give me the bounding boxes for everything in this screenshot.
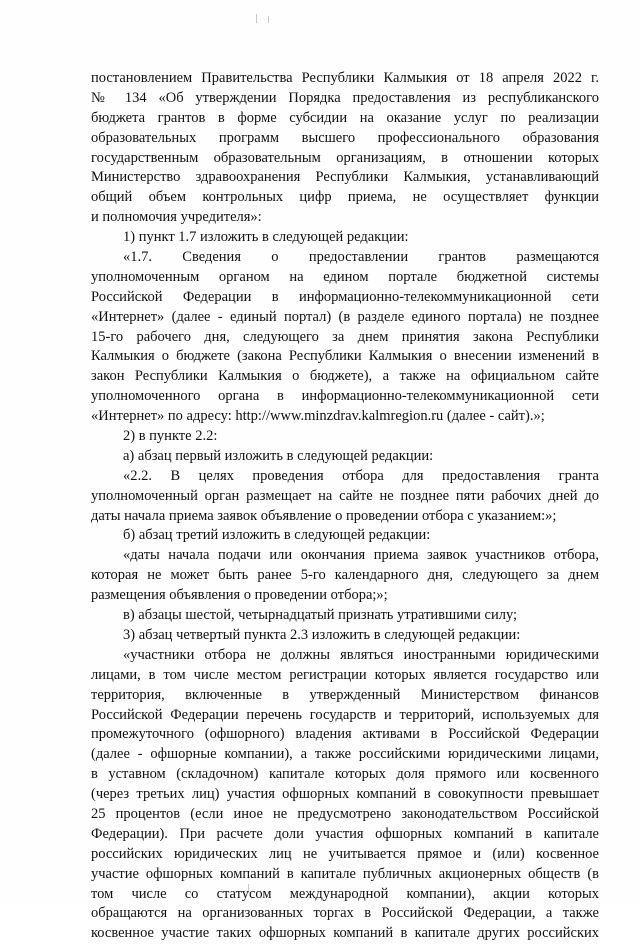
text-line: уполномоченного органа в информационно-телекоммуникационной сети <box>91 388 599 405</box>
text-line: 3) абзац четвертый пункта 2.3 изложить в следующей редакции: <box>123 626 521 643</box>
text-line: 15-го рабочего дня, следующего за днем принятия закона Республики <box>91 328 599 345</box>
text-line: бюджета грантов в форме субсидии на оказание услуг по реализации <box>91 109 599 126</box>
scan-mark <box>256 14 257 23</box>
text-line: 25 процентов (если иное не предусмотрено законодательством Российской <box>91 805 599 822</box>
text-line: и полномочия учредителя»: <box>91 209 262 226</box>
text-line: участие офшорных компаний в капитале публичных акционерных обществ (в <box>91 865 599 882</box>
text-line: Российской Федерации в информационно-телекоммуникационной сети <box>91 288 599 305</box>
text-line: государственным образовательным организациям, в отношении которых <box>91 149 599 166</box>
text-line: 1) пункт 1.7 изложить в следующей редакции: <box>123 229 409 246</box>
text-line: «Интернет» по адресу: http://www.minzdrav.kalmregion.ru (далее - сайт).»; <box>91 408 545 425</box>
text-line: «участники отбора не должны являться иностранными юридическими <box>123 646 599 663</box>
text-line: Министерство здравоохранения Республики Калмыкия, устанавливающий <box>91 169 599 186</box>
text-line: «даты начала подачи или окончания приема заявок участников отбора, <box>123 547 599 564</box>
text-line: в уставном (складочном) капитале которых доля прямого или косвенного <box>91 766 599 783</box>
text-line: б) абзац третий изложить в следующей редакции: <box>123 527 431 544</box>
text-line: № 134 «Об утверждении Порядка предоставления из республиканского <box>91 89 599 106</box>
text-line: лицами, в том числе местом регистрации которых является государство или <box>91 666 599 683</box>
text-line: даты начала приема заявок объявление о проведении отбора с указанием:»; <box>91 507 557 524</box>
text-line: (через третьих лиц) участия офшорных компаний в совокупности превышает <box>91 786 599 803</box>
text-line: промежуточного (офшорного) владения активами в Российской Федерации <box>91 726 599 743</box>
text-line: размещения объявления о проведении отбора;»; <box>91 587 388 604</box>
text-line: а) абзац первый изложить в следующей редакции: <box>123 447 434 464</box>
text-line: уполномоченный орган размещает на сайте не позднее пяти рабочих дней до <box>91 487 599 504</box>
text-line: Российской Федерации перечень государств и территорий, используемых для <box>91 706 599 723</box>
text-line: «2.2. В целях проведения отбора для предоставления гранта <box>123 467 599 484</box>
text-line: которая не может быть ранее 5-го календарного дня, следующего за днем <box>91 567 599 584</box>
text-line: общий объем контрольных цифр приема, не осуществляет функции <box>91 189 599 206</box>
text-line: постановлением Правительства Республики Калмыкия от 18 апреля 2022 г. <box>91 70 599 86</box>
text-line: Калмыкия о бюджете (закона Республики Калмыкия о внесении изменений в <box>91 348 599 365</box>
text-line: в) абзацы шестой, четырнадцатый признать утратившими силу; <box>123 607 518 624</box>
text-line: «Интернет» (далее - единый портал) (в разделе единого портала) не позднее <box>91 308 599 325</box>
text-line: территория, включенные в утвержденный Министерством финансов <box>91 686 599 703</box>
text-line: образовательных программ высшего профессионального образования <box>91 129 599 146</box>
document-body <box>91 69 599 944</box>
text-line: российских юридических лиц не учитывается прямое и (или) косвенное <box>91 845 599 862</box>
text-line: закон Республики Калмыкия о бюджете), а также на официальном сайте <box>91 368 599 385</box>
text-line: (далее - офшорные компании), а также российскими юридическими лицами, <box>91 746 599 763</box>
text-line: Федерации). При расчете доли участия офшорных компаний в капитале <box>91 825 599 842</box>
text-line: косвенное участие таких офшорных компаний в капитале других российских <box>91 925 599 942</box>
text-line: «1.7. Сведения о предоставлении грантов размещаются <box>123 249 599 266</box>
text-line: обращаются на организованных торгах в Российской Федерации, а также <box>91 905 599 922</box>
text-line: том числе со статусом международной компании), акции которых <box>91 885 599 902</box>
text-line: 2) в пункте 2.2: <box>123 428 218 445</box>
text-line: уполномоченным органом на едином портале бюджетной системы <box>91 268 599 285</box>
scan-mark <box>268 16 269 23</box>
